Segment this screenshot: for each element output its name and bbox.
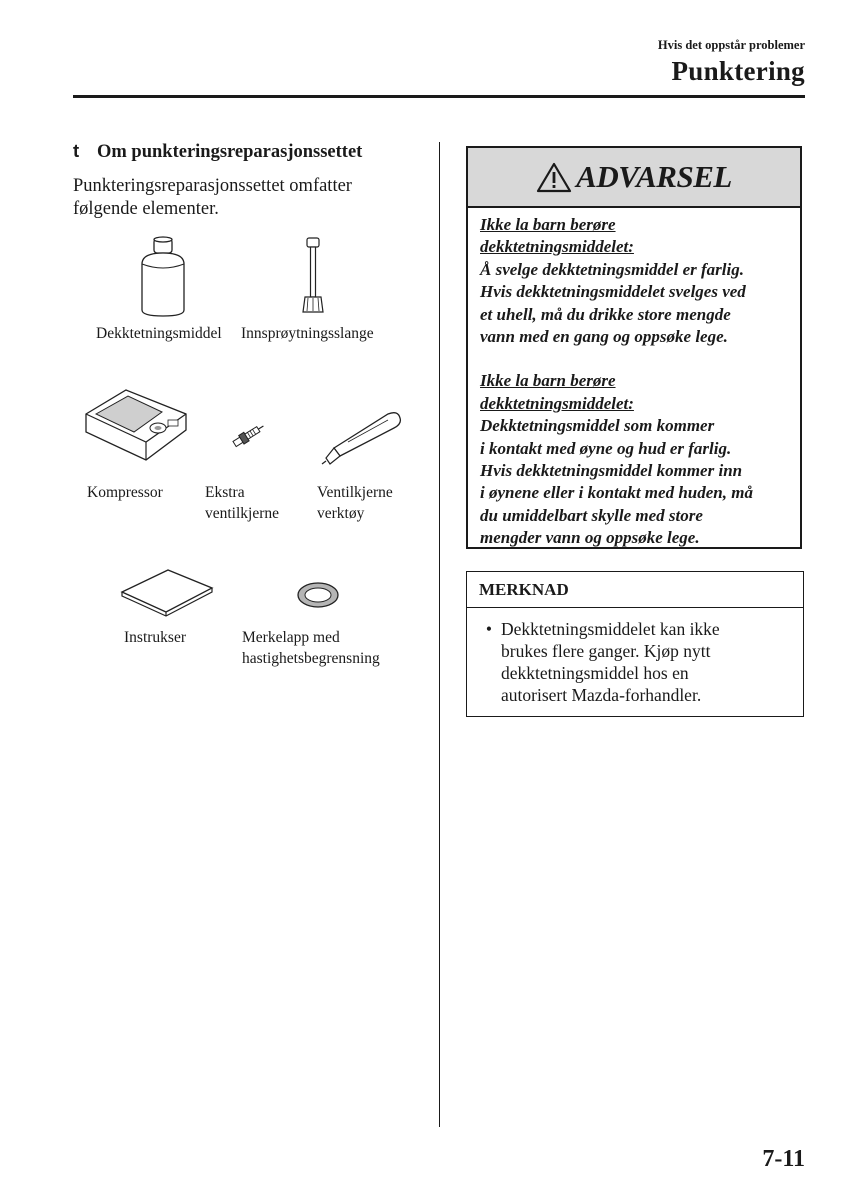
caption-line: ventilkjerne bbox=[205, 505, 280, 522]
injection-hose-icon bbox=[296, 236, 332, 318]
caption-line: verktøy bbox=[317, 505, 365, 522]
item-caption-sealant: Dekktetningsmiddel bbox=[96, 325, 222, 342]
section-heading bbox=[73, 140, 423, 163]
note-body bbox=[467, 608, 803, 706]
caption-line: Ventilkjerne bbox=[317, 484, 393, 501]
warning-line: et uhell, må du drikke store mengde bbox=[480, 304, 731, 324]
section-marker: t bbox=[73, 140, 80, 161]
item-caption-valve-core bbox=[205, 482, 279, 524]
note-text bbox=[501, 618, 720, 706]
chapter-title: Hvis det oppstår problemer bbox=[657, 38, 805, 52]
caption-line: hastighetsbegrensning bbox=[242, 650, 380, 667]
warning-triangle-icon bbox=[536, 161, 572, 193]
instructions-icon bbox=[118, 566, 216, 618]
intro-text bbox=[73, 175, 423, 221]
warning-body bbox=[468, 208, 800, 550]
compressor-icon bbox=[82, 384, 190, 466]
note-line: dekktetningsmiddel hos en bbox=[501, 663, 689, 683]
note-line: Dekktetningsmiddelet kan ikke bbox=[501, 619, 720, 639]
warning-line: i kontakt med øyne og hud er farlig. bbox=[480, 438, 732, 458]
item-caption-compressor: Kompressor bbox=[87, 484, 163, 501]
bullet: • bbox=[485, 619, 493, 639]
warning-subheading: dekktetningsmiddelet: bbox=[480, 237, 634, 257]
note-line: brukes flere ganger. Kjøp nytt bbox=[501, 641, 711, 661]
valve-core-icon bbox=[228, 418, 270, 452]
column-divider bbox=[439, 142, 440, 1127]
warning-line: mengder vann og oppsøke lege. bbox=[480, 528, 700, 548]
intro-line: Punkteringsreparasjonssettet omfatter bbox=[73, 176, 352, 196]
page-number: 7-11 bbox=[762, 1146, 805, 1172]
warning-subheading: Ikke la barn berøre bbox=[480, 371, 616, 391]
warning-subheading: dekktetningsmiddelet: bbox=[480, 393, 634, 413]
caption-line: Merkelapp med bbox=[242, 629, 340, 646]
warning-header bbox=[468, 148, 800, 208]
warning-line: Å svelge dekktetningsmiddel er farlig. bbox=[480, 259, 744, 279]
caption-line: Ekstra bbox=[205, 484, 245, 501]
note-line: autorisert Mazda-forhandler. bbox=[501, 685, 702, 705]
item-caption-speed-label bbox=[242, 627, 380, 669]
valve-core-tool-icon bbox=[318, 408, 404, 470]
item-caption-instructions: Instrukser bbox=[124, 629, 186, 646]
warning-block bbox=[480, 214, 790, 348]
section-heading-text: Om punkteringsreparasjonssettet bbox=[97, 142, 363, 162]
page-title: Punktering bbox=[671, 56, 805, 86]
warning-line: Dekktetningsmiddel som kommer bbox=[480, 416, 715, 436]
speed-limit-label-icon bbox=[296, 580, 340, 610]
warning-line: Hvis dekktetningsmiddelet svelges ved bbox=[480, 282, 746, 302]
header-divider bbox=[73, 95, 805, 98]
warning-subheading: Ikke la barn berøre bbox=[480, 215, 616, 234]
note-box bbox=[466, 571, 804, 717]
note-title: MERKNAD bbox=[467, 572, 803, 608]
warning-line: du umiddelbart skylle med store bbox=[480, 505, 703, 525]
intro-line: følgende elementer. bbox=[73, 199, 219, 219]
item-caption-valve-tool bbox=[317, 482, 393, 524]
warning-title: ADVARSEL bbox=[576, 159, 732, 194]
warning-line: Hvis dekktetningsmiddel kommer inn bbox=[480, 461, 743, 481]
item-caption-hose: Innsprøytningsslange bbox=[241, 325, 374, 342]
warning-block bbox=[480, 370, 790, 549]
warning-box bbox=[466, 146, 802, 549]
warning-line: i øynene eller i kontakt med huden, må bbox=[480, 483, 753, 503]
warning-line: vann med en gang og oppsøke lege. bbox=[480, 327, 728, 347]
sealant-bottle-icon bbox=[132, 236, 192, 320]
